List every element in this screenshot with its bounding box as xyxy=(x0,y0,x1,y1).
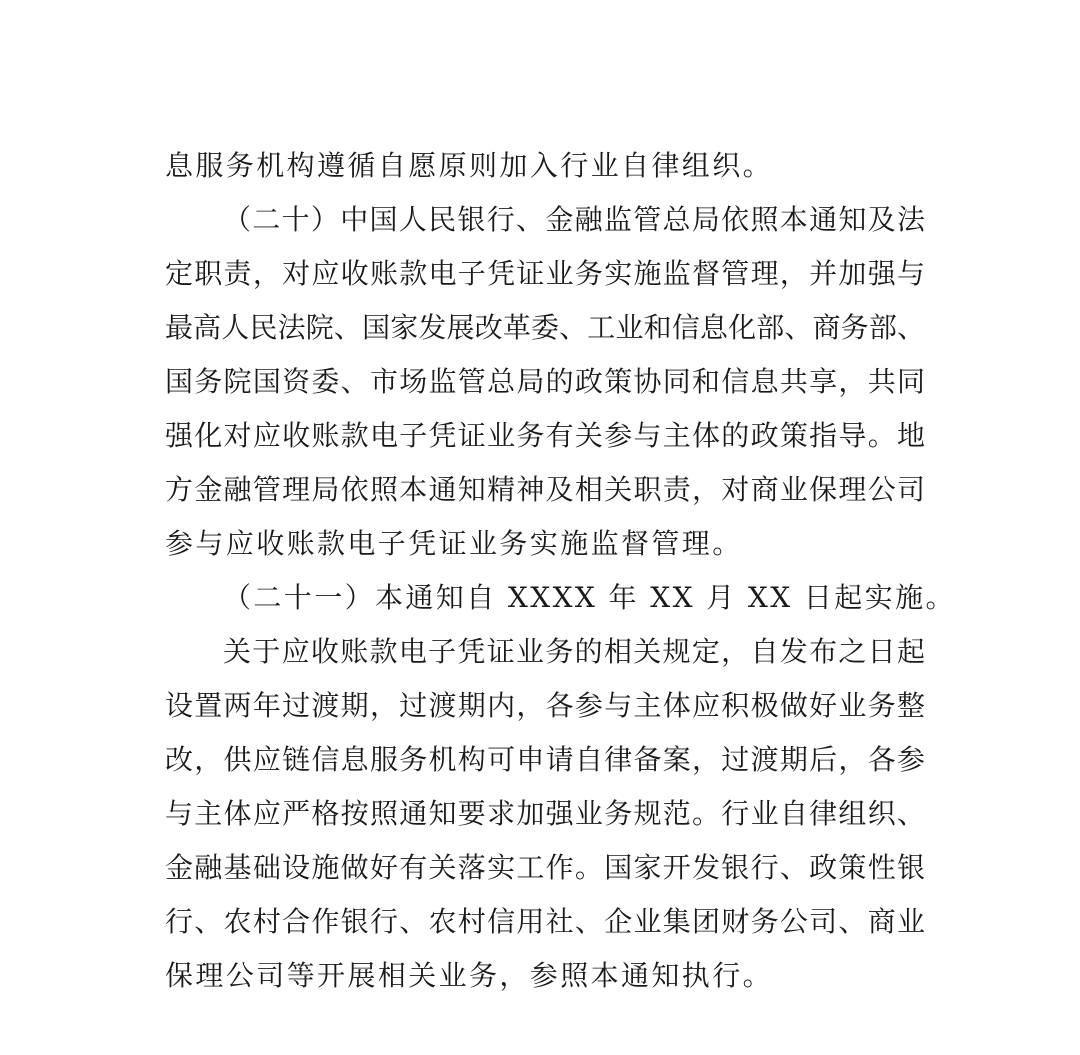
document-body xyxy=(165,139,956,1003)
text-line-14: 金融基础设施做好有关落实工作。国家开发银行、政策性银 xyxy=(165,851,925,884)
text-line-10: 关于应收账款电子凭证业务的相关规定，自发布之日起 xyxy=(223,635,925,668)
text-line-3: 定职责，对应收账款电子凭证业务实施监督管理，并加强与 xyxy=(165,257,925,290)
text-line-5: 国务院国资委、市场监管总局的政策协同和信息共享，共同 xyxy=(165,365,925,398)
text-line-15: 行、农村合作银行、农村信用社、企业集团财务公司、商业 xyxy=(165,905,925,938)
text-line-13: 与主体应严格按照通知要求加强业务规范。行业自律组织、 xyxy=(165,797,925,830)
text-line-2: （二十）中国人民银行、金融监管总局依照本通知及法 xyxy=(223,203,925,236)
text-line-12: 改，供应链信息服务机构可申请自律备案，过渡期后，各参 xyxy=(165,743,925,776)
text-line-7: 方金融管理局依照本通知精神及相关职责，对商业保理公司 xyxy=(165,473,925,506)
text-line-16: 保理公司等开展相关业务，参照本通知执行。 xyxy=(165,959,774,992)
text-line-11: 设置两年过渡期，过渡期内，各参与主体应积极做好业务整 xyxy=(165,689,925,722)
text-line-6: 强化对应收账款电子凭证业务有关参与主体的政策指导。地 xyxy=(165,419,925,452)
text-line-1: 息服务机构遵循自愿原则加入行业自律组织。 xyxy=(165,149,774,182)
text-line-8: 参与应收账款电子凭证业务实施监督管理。 xyxy=(165,527,743,560)
text-line-9: （二十一）本通知自 XXXX 年 XX 月 XX 日起实施。 xyxy=(223,581,956,614)
text-line-4: 最高人民法院、国家发展改革委、工业和信息化部、商务部、 xyxy=(165,311,925,344)
